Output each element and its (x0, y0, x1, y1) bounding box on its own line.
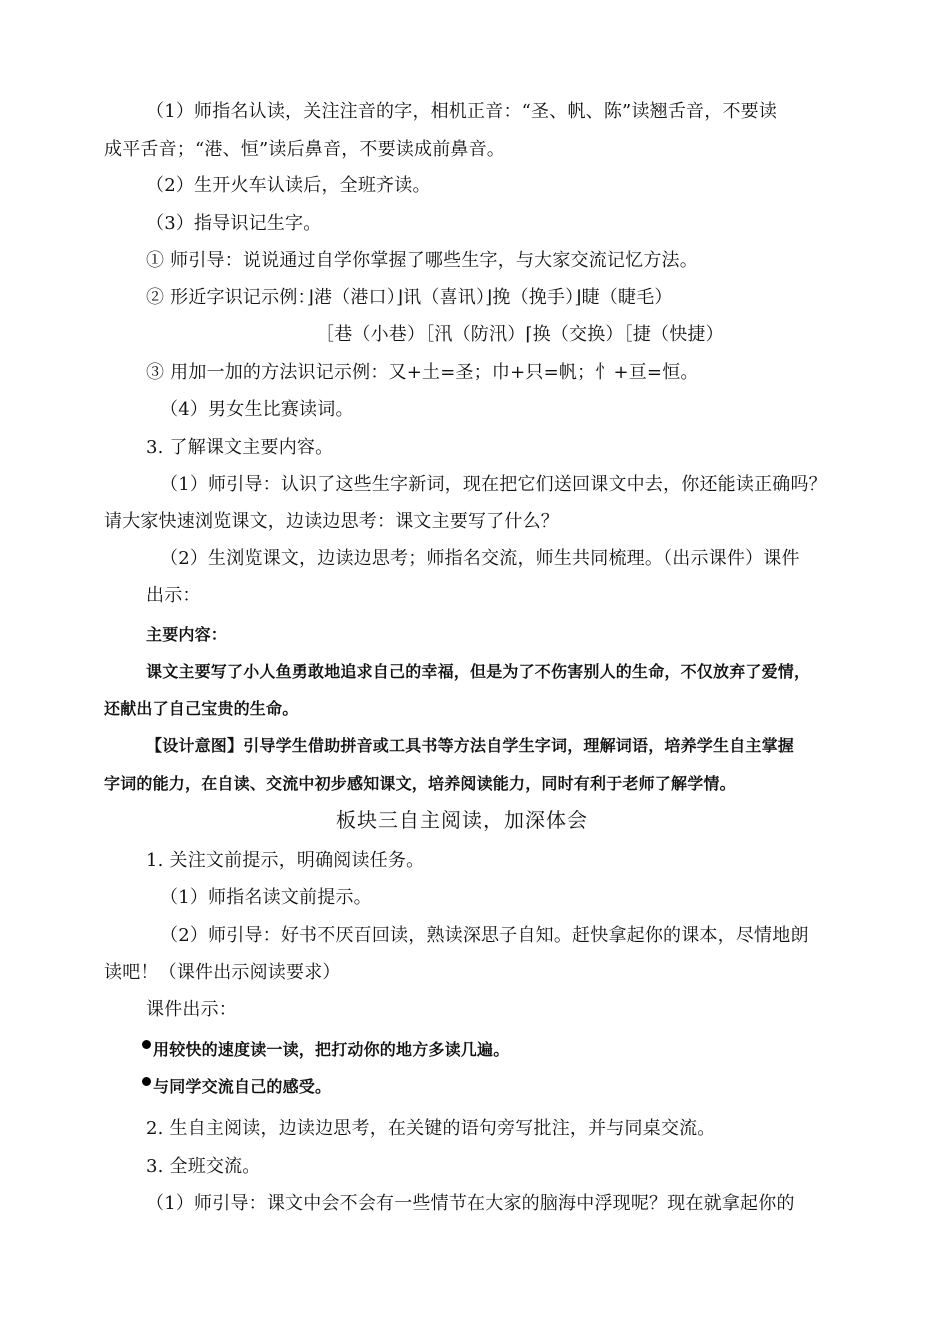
design-intent: 【设计意图】引导学生借助拼音或工具书等方法自学生字词，理解词语，培养学生自主掌握 (146, 736, 795, 755)
paragraph-line: （1）师指名认读，关注注音的字，相机正音：“圣、帆、陈”读翘舌音，不要读 (146, 101, 778, 122)
design-intent: 字词的能力，在自读、交流中初步感知课文，培养阅读能力，同时有利于老师了解学情。 (104, 774, 736, 793)
paragraph-line: 3. 了解课文主要内容。 (146, 437, 334, 458)
paragraph-line: 出示： (146, 585, 201, 606)
paragraph-line: （1）师指名读文前提示。 (160, 887, 372, 908)
paragraph-line: 1. 关注文前提示，明确阅读任务。 (146, 850, 425, 871)
paragraph-line: ① 师引导：说说通过自学你掌握了哪些生字，与大家交流记忆方法。 (146, 250, 698, 271)
bullet-item (142, 1038, 509, 1062)
bullet-item (142, 1075, 331, 1099)
paragraph-line: （2）师引导：好书不厌百回读，熟读深思子自知。赶快拿起你的课本，尽情地朗 (160, 925, 809, 946)
paragraph-line: ② 形近字识记示例：⌋港（港口）⌋讯（喜讯）⌋挽（挽手）⌋睫（睫毛） (146, 287, 673, 308)
paragraph-line: ［巷（小巷）［汛（防汛）⌈换（交换）［捷（快捷） (316, 324, 724, 345)
paragraph-line: 2. 生自主阅读，边读边思考，在关键的语句旁写批注，并与同桌交流。 (146, 1118, 716, 1139)
summary-text: 还献出了自己宝贵的生命。 (104, 699, 299, 718)
paragraph-line: ③ 用加一加的方法识记示例：又+土=圣；巾+只=帆；忄+亘=恒。 (146, 362, 699, 383)
paragraph-line: （2）生浏览课文，边读边思考；师指名交流，师生共同梳理。（出示课件）课件 (160, 548, 800, 569)
paragraph-line: 3. 全班交流。 (146, 1156, 261, 1177)
paragraph-line: 课件出示： (146, 999, 237, 1020)
bullet-icon (142, 1077, 151, 1086)
summary-label: 主要内容： (146, 625, 228, 644)
paragraph-line: （1）师引导：认识了这些生字新词，现在把它们送回课文中去，你还能读正确吗？ (160, 474, 827, 495)
section-heading: 板块三自主阅读，加深体会 (336, 808, 588, 832)
paragraph-line: （1）师引导：课文中会不会有一些情节在大家的脑海中浮现呢？现在就拿起你的 (146, 1193, 795, 1214)
paragraph-line: （4）男女生比赛读词。 (160, 399, 354, 420)
bullet-text: 用较快的速度读一读，把打动你的地方多读几遍。 (153, 1040, 510, 1059)
summary-text: 课文主要写了小人鱼勇敢地追求自己的幸福，但是为了不伤害别人的生命，不仅放弃了爱情， (146, 662, 811, 681)
bullet-icon (142, 1040, 151, 1049)
bullet-text: 与同学交流自己的感受。 (153, 1077, 332, 1096)
paragraph-line: 成平舌音；“港、恒”读后鼻音，不要读成前鼻音。 (104, 139, 506, 160)
paragraph-line: （2）生开火车认读后，全班齐读。 (146, 175, 431, 196)
paragraph-line: 读吧！（课件出示阅读要求） (104, 962, 341, 983)
paragraph-line: （3）指导识记生字。 (146, 213, 322, 234)
paragraph-line: 请大家快速浏览课文，边读边思考：课文主要写了什么？ (104, 511, 559, 532)
